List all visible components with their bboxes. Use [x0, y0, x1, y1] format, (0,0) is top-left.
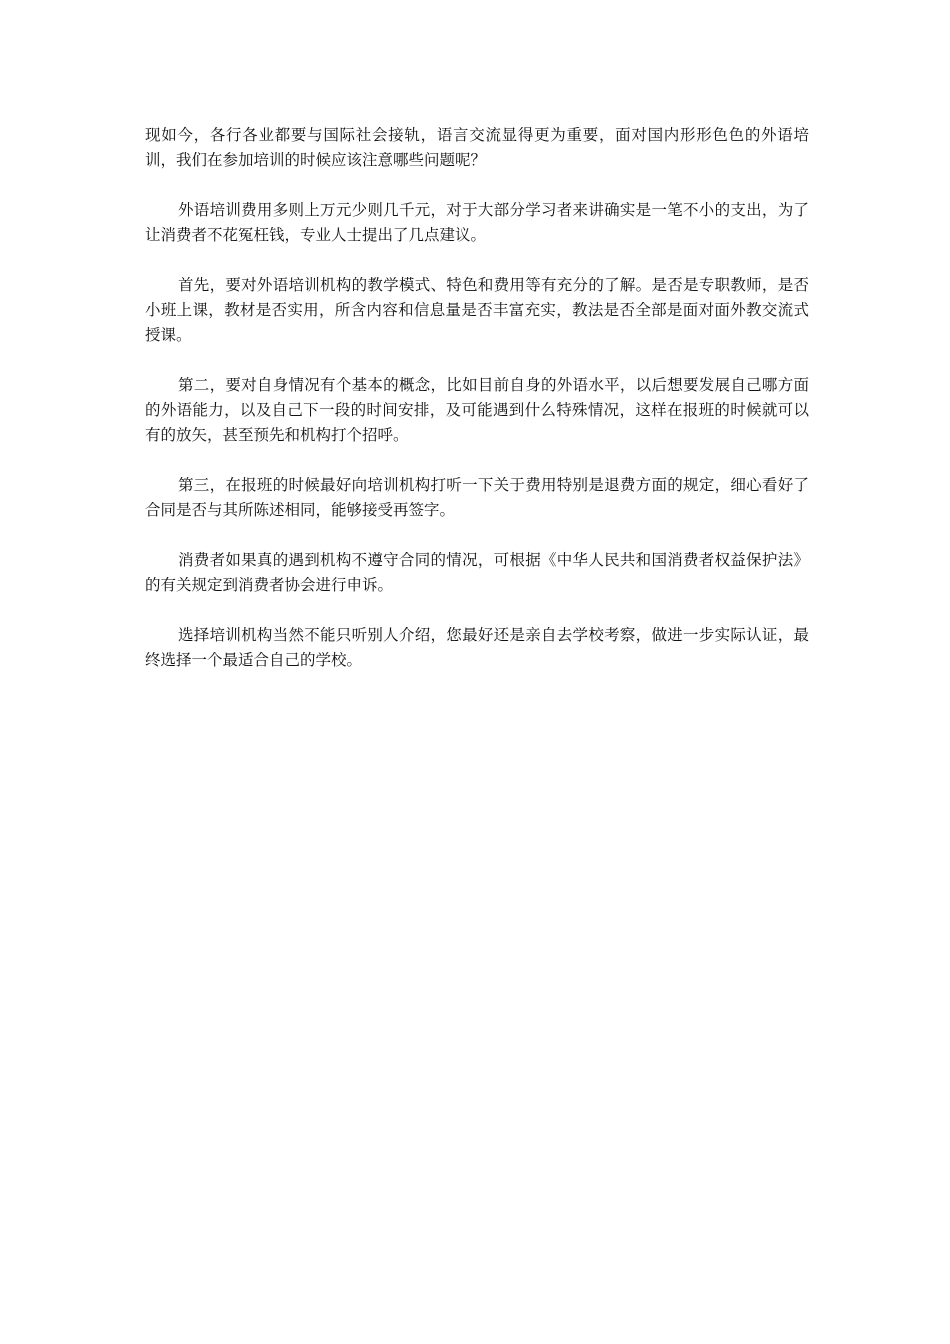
paragraph-third-advice: 第三，在报班的时候最好向培训机构打听一下关于费用特别是退费方面的规定，细心看好了合同是否与其所陈述相同，能够接受再签字。: [145, 476, 809, 519]
paragraph-first-advice: 首先，要对外语培训机构的教学模式、特色和费用等有充分的了解。是否是专职教师，是否小班上课，教材是否实用，所含内容和信息量是否丰富充实，教法是否全部是面对面外教交流式授课。: [145, 276, 809, 344]
paragraph-complaint: 消费者如果真的遇到机构不遵守合同的情况，可根据《中华人民共和国消费者权益保护法》的有关规定到消费者协会进行申诉。: [145, 551, 809, 594]
paragraph-intro: 现如今，各行各业都要与国际社会接轨，语言交流显得更为重要，面对国内形形色色的外语培训，我们在参加培训的时候应该注意哪些问题呢？: [145, 126, 809, 169]
paragraph-second-advice: 第二，要对自身情况有个基本的概念，比如目前自身的外语水平，以后想要发展自己哪方面的外语能力，以及自己下一段的时间安排，及可能遇到什么特殊情况，这样在报班的时候就可以有的放矢，甚至预先和机构打个招呼。: [145, 376, 809, 444]
paragraph-conclusion: 选择培训机构当然不能只听别人介绍，您最好还是亲自去学校考察，做进一步实际认证，最终选择一个最适合自己的学校。: [145, 626, 809, 669]
paragraph-cost: 外语培训费用多则上万元少则几千元，对于大部分学习者来讲确实是一笔不小的支出，为了让消费者不花冤枉钱，专业人士提出了几点建议。: [145, 201, 809, 244]
document-body: [145, 123, 809, 698]
